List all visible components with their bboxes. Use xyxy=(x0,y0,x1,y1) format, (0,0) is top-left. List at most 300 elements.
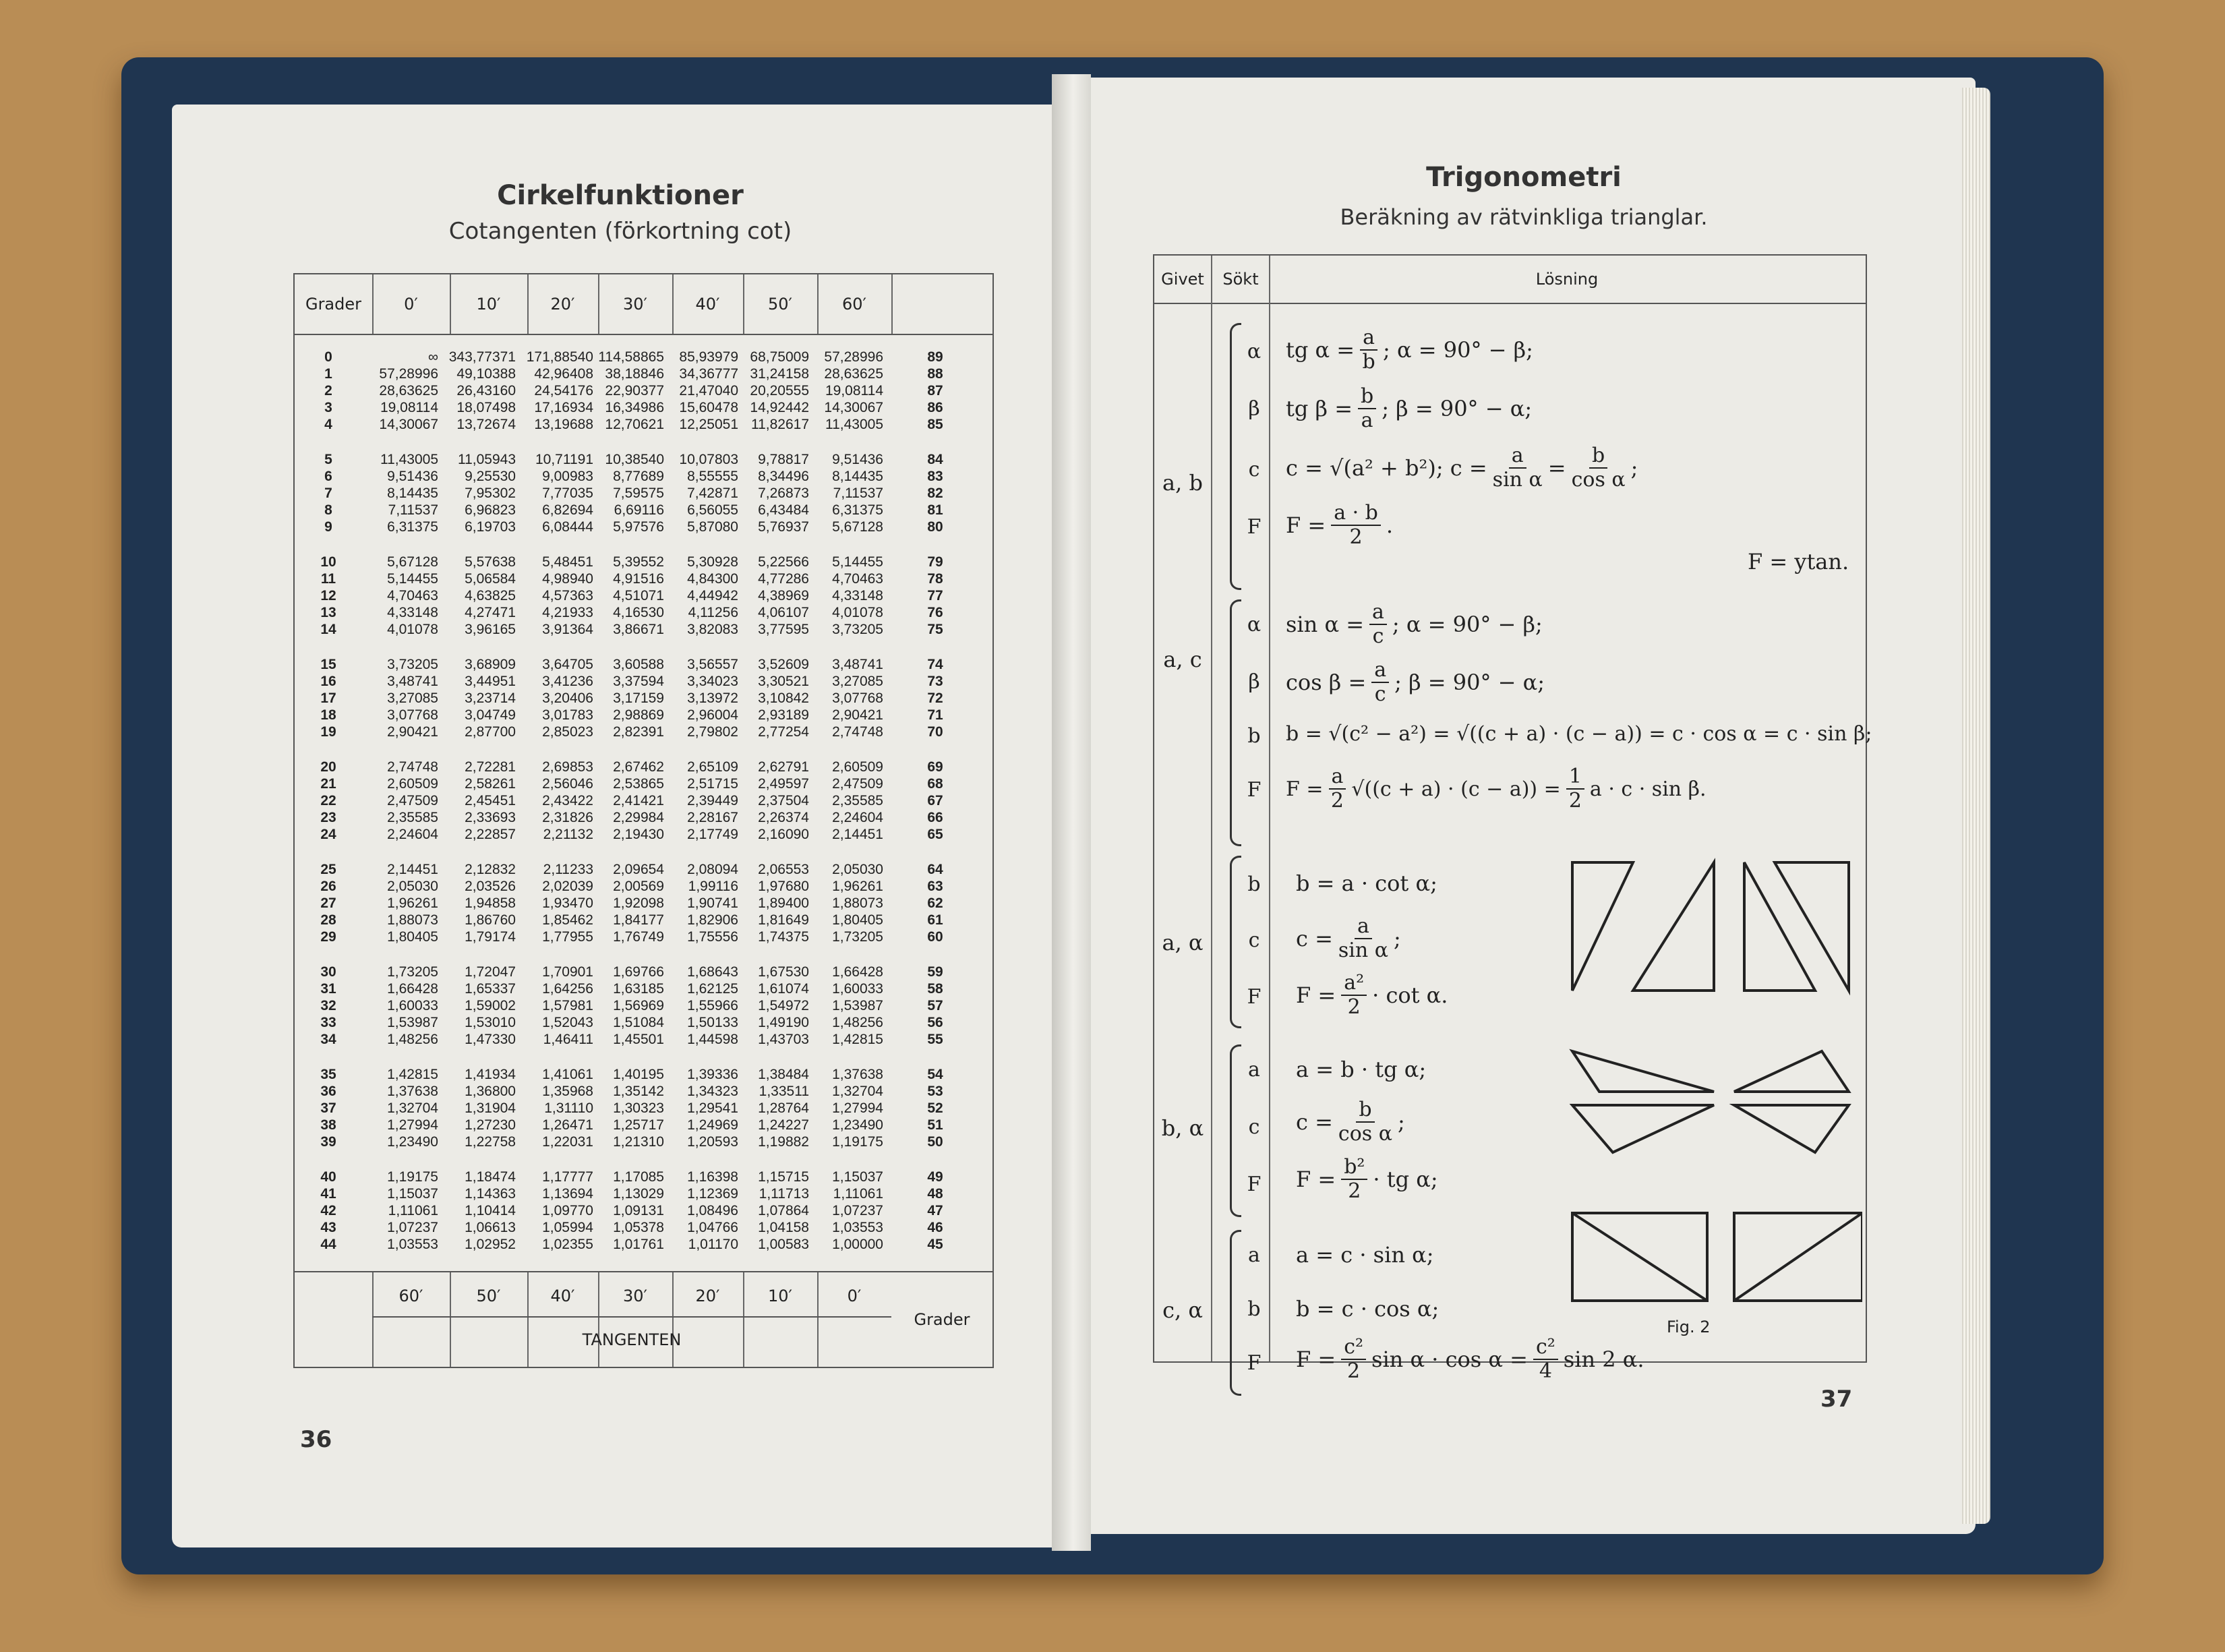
table-cell: 28 xyxy=(320,912,336,928)
table-cell: 38,18846 xyxy=(605,366,664,382)
table-cell: 1,68643 xyxy=(687,964,738,980)
table-cell: 1,52043 xyxy=(542,1015,593,1030)
sought-symbol: β xyxy=(1248,670,1260,694)
table-cell: 16 xyxy=(320,674,336,689)
table-cell: 1,23490 xyxy=(832,1117,883,1133)
table-cell: 8 xyxy=(324,502,332,518)
table-cell: 1,15037 xyxy=(387,1186,438,1202)
sought-symbol: F xyxy=(1247,778,1262,802)
formula-area: F = $\frac{\text{a²}}{2}$ · cot α. xyxy=(1296,971,1448,1019)
header-givet: Givet xyxy=(1161,270,1204,289)
table-cell: 2,29984 xyxy=(613,810,664,825)
table-cell: 18,07498 xyxy=(456,400,516,415)
value-column xyxy=(810,349,883,433)
table-cell: 343,77371 xyxy=(448,349,516,365)
table-cell: 1,84177 xyxy=(613,912,664,928)
table-cell: 1,99116 xyxy=(688,879,738,894)
table-cell: 3,23714 xyxy=(465,690,516,706)
value-column xyxy=(591,964,664,1048)
table-cell: 5,48451 xyxy=(542,554,593,570)
triangle-figure xyxy=(1572,1105,1714,1152)
table-cell: 2,21132 xyxy=(543,827,593,842)
table-cell: 9,78817 xyxy=(758,452,809,467)
value-column xyxy=(665,656,738,740)
table-cell: 1,54972 xyxy=(758,998,809,1013)
column-header: 40′ xyxy=(672,274,744,334)
table-cell: 2,43422 xyxy=(542,793,593,808)
table-cell: 28,63625 xyxy=(824,366,883,382)
table-cell: 16,34986 xyxy=(605,400,664,415)
table-cell: 1,63185 xyxy=(613,981,664,997)
table-cell: 1,53987 xyxy=(832,998,883,1013)
value-column xyxy=(591,1169,664,1253)
table-cell: 1,39336 xyxy=(687,1067,738,1082)
table-cell: 87 xyxy=(927,383,943,399)
table-cell: 3,77595 xyxy=(758,622,809,637)
table-cell: 4,84300 xyxy=(687,571,738,587)
table-cell: 1,88073 xyxy=(387,912,438,928)
column-header: Grader xyxy=(295,274,374,334)
footer-column-header: 20′ xyxy=(695,1287,720,1305)
table-cell: 2,67462 xyxy=(613,759,664,775)
triangle-figure xyxy=(1734,1105,1849,1152)
brace xyxy=(1230,1230,1241,1396)
table-cell: 2,82391 xyxy=(613,724,664,740)
table-cell: 1,67530 xyxy=(758,964,809,980)
value-column xyxy=(443,861,516,945)
table-cell: 1,32704 xyxy=(832,1084,883,1099)
value-column xyxy=(810,554,883,638)
table-cell: 81 xyxy=(927,502,943,518)
table-cell: 5,39552 xyxy=(613,554,664,570)
table-cell: 12,25051 xyxy=(679,417,738,432)
table-cell: 3,82083 xyxy=(687,622,738,637)
table-cell: 1,93470 xyxy=(542,895,593,911)
table-cell: 2,47509 xyxy=(387,793,438,808)
table-cell: 1,62125 xyxy=(687,981,738,997)
table-cell: 9,25530 xyxy=(465,469,516,484)
table-cell: 1,77955 xyxy=(542,929,593,945)
table-cell: 1,53010 xyxy=(465,1015,516,1030)
table-cell: 4,57363 xyxy=(542,588,593,603)
value-column xyxy=(443,1066,516,1150)
triangle-figures xyxy=(1559,849,1862,1361)
table-cell: 2,74748 xyxy=(387,759,438,775)
table-cell: 58 xyxy=(927,981,943,997)
table-cell: 41 xyxy=(320,1186,336,1202)
table-cell: 1,41934 xyxy=(465,1067,516,1082)
table-cell: 8,14435 xyxy=(832,469,883,484)
table-cell: 1,80405 xyxy=(387,929,438,945)
table-cell: 2,22857 xyxy=(465,827,516,842)
formula-area: F = $\frac{a \cdot b}{2}$ . xyxy=(1286,501,1394,549)
table-cell: 32 xyxy=(320,998,336,1013)
value-column xyxy=(365,759,438,843)
sought-symbol: c xyxy=(1248,458,1260,481)
table-cell: 11,43005 xyxy=(825,417,883,432)
table-cell: 17 xyxy=(320,690,336,706)
header-divider xyxy=(295,334,992,335)
sought-symbol: F xyxy=(1247,1173,1262,1196)
table-cell: 4,01078 xyxy=(387,622,438,637)
table-cell: 4,33148 xyxy=(387,605,438,620)
table-cell: 1,29541 xyxy=(687,1100,738,1116)
table-cell: 3,68909 xyxy=(465,657,516,672)
table-cell: 71 xyxy=(927,707,943,723)
table-cell: 75 xyxy=(927,622,943,637)
sought-symbol: F xyxy=(1247,1351,1262,1375)
table-cell: 11,82617 xyxy=(750,417,809,432)
table-cell: 1,33511 xyxy=(759,1084,809,1099)
table-cell: 1,57981 xyxy=(542,998,593,1013)
value-column xyxy=(591,451,664,535)
table-cell: 2,00569 xyxy=(613,879,664,894)
value-column xyxy=(443,964,516,1048)
table-cell: 42,96408 xyxy=(534,366,593,382)
given-ac: a, c xyxy=(1163,647,1202,672)
value-column xyxy=(736,759,809,843)
table-cell: 3,86671 xyxy=(613,622,664,637)
table-cell: 59 xyxy=(927,964,943,980)
table-cell: 5,14455 xyxy=(832,554,883,570)
table-cell: 74 xyxy=(927,657,943,672)
table-cell: 14,30067 xyxy=(824,400,883,415)
value-column xyxy=(521,554,593,638)
table-cell: 1,27230 xyxy=(465,1117,516,1133)
table-cell: 2,02039 xyxy=(542,879,593,894)
degree-column xyxy=(308,656,349,740)
table-cell: 18 xyxy=(320,707,336,723)
sought-symbol: α xyxy=(1247,340,1262,363)
table-cell: 2,09654 xyxy=(613,862,664,877)
table-cell: 1,16398 xyxy=(687,1169,738,1185)
table-cell: 2,74748 xyxy=(832,724,883,740)
table-cell: 2,08094 xyxy=(687,862,738,877)
table-cell: 2,05030 xyxy=(387,879,438,894)
footer-column-header: 40′ xyxy=(550,1287,575,1305)
table-cell: 29 xyxy=(320,929,336,945)
table-cell: 19,08114 xyxy=(380,400,438,415)
table-cell: 1,56969 xyxy=(613,998,664,1013)
table-cell: 1,41061 xyxy=(542,1067,593,1082)
table-cell: 1,96261 xyxy=(387,895,438,911)
table-cell: 5,06584 xyxy=(465,571,516,587)
table-cell: 1,92098 xyxy=(613,895,664,911)
table-cell: 1,13694 xyxy=(542,1186,593,1202)
table-cell: 68 xyxy=(927,776,943,792)
table-cell: 1,00583 xyxy=(758,1237,809,1252)
table-cell: 3,41236 xyxy=(542,674,593,689)
table-cell: 85,93979 xyxy=(679,349,738,365)
table-cell: 19 xyxy=(320,724,336,740)
table-cell: 2,96004 xyxy=(687,707,738,723)
table-cell: 49 xyxy=(927,1169,943,1185)
table-cell: 72 xyxy=(927,690,943,706)
footer-grader: Grader xyxy=(914,1310,970,1329)
footer-label: TANGENTEN xyxy=(582,1330,682,1349)
table-cell: 1,20593 xyxy=(687,1134,738,1150)
table-cell: 3,07768 xyxy=(387,707,438,723)
value-column xyxy=(443,451,516,535)
table-cell: 1,11713 xyxy=(759,1186,809,1202)
table-cell: 4,44942 xyxy=(687,588,738,603)
table-cell: 1,69766 xyxy=(613,964,664,980)
table-cell: 6,69116 xyxy=(614,502,664,518)
footer-divider xyxy=(372,1316,891,1318)
table-cell: 1,86760 xyxy=(465,912,516,928)
table-cell: 4,63825 xyxy=(465,588,516,603)
value-column xyxy=(665,1169,738,1253)
table-cell: 66 xyxy=(927,810,943,825)
column-header: 60′ xyxy=(817,274,893,334)
table-cell: 5,57638 xyxy=(465,554,516,570)
brace xyxy=(1230,599,1241,846)
table-cell: 44 xyxy=(320,1237,336,1252)
brace xyxy=(1230,1044,1241,1217)
degree-column xyxy=(308,1169,349,1253)
table-cell: 2,19430 xyxy=(613,827,664,842)
table-cell: 1,42815 xyxy=(832,1032,883,1047)
table-cell: 1,97680 xyxy=(758,879,809,894)
formula-area: F = $\frac{a}{2}$ √((c + a) · (c − a)) = $\frac{1}{2}$ a · c · sin β. xyxy=(1286,765,1707,813)
table-cell: 1,19175 xyxy=(387,1169,438,1185)
table-cell: 1,01170 xyxy=(688,1237,738,1252)
table-cell: 1,73205 xyxy=(387,964,438,980)
given-ab: a, b xyxy=(1162,470,1203,496)
table-cell: 2,24604 xyxy=(387,827,438,842)
table-cell: 8,14435 xyxy=(387,485,438,501)
table-cell: 86 xyxy=(927,400,943,415)
sought-symbol: a xyxy=(1248,1058,1260,1082)
table-cell: 1,07864 xyxy=(758,1203,809,1218)
table-cell: 1,31110 xyxy=(544,1100,593,1116)
value-column xyxy=(665,451,738,535)
formula-area: F = $\frac{\text{c²}}{2}$ sin α · cos α = $\frac{\text{c²}}{4}$ sin 2 α. xyxy=(1296,1335,1644,1383)
table-cell: 1,38484 xyxy=(758,1067,809,1082)
page-title: Trigonometri xyxy=(1426,162,1622,193)
table-cell: 2,79802 xyxy=(687,724,738,740)
table-cell: 1,73205 xyxy=(832,929,883,945)
table-cell: 1,82906 xyxy=(687,912,738,928)
table-cell: 1,05994 xyxy=(542,1220,593,1235)
table-cell: 5,76937 xyxy=(758,519,809,535)
value-column xyxy=(591,554,664,638)
table-cell: 1,01761 xyxy=(613,1237,664,1252)
table-cell: 5,67128 xyxy=(387,554,438,570)
table-cell: 1,27994 xyxy=(832,1100,883,1116)
table-cell: 50 xyxy=(927,1134,943,1150)
page-subtitle: Cotangenten (förkortning cot) xyxy=(448,218,792,245)
table-cell: 1,61074 xyxy=(758,981,809,997)
page-subtitle: Beräkning av rätvinkliga trianglar. xyxy=(1340,204,1708,230)
table-cell: 1,03553 xyxy=(832,1220,883,1235)
value-column xyxy=(443,1169,516,1253)
table-cell: 19,08114 xyxy=(825,383,883,399)
table-cell: 2,31826 xyxy=(542,810,593,825)
given-c-alpha: c, α xyxy=(1162,1297,1203,1323)
value-column xyxy=(665,861,738,945)
table-cell: ∞ xyxy=(428,349,438,365)
table-cell: 2,11233 xyxy=(543,862,593,877)
table-cell: 85 xyxy=(927,417,943,432)
table-cell: 1,13029 xyxy=(613,1186,664,1202)
table-cell: 31,24158 xyxy=(750,366,809,382)
table-cell: 1 xyxy=(324,366,332,382)
table-cell: 1,74375 xyxy=(758,929,809,945)
table-cell: 2,03526 xyxy=(465,879,516,894)
degree-column xyxy=(901,861,969,945)
table-cell: 1,44598 xyxy=(687,1032,738,1047)
table-cell: 1,60033 xyxy=(387,998,438,1013)
column-header: 50′ xyxy=(743,274,819,334)
table-cell: 2,69853 xyxy=(542,759,593,775)
table-cell: 78 xyxy=(927,571,943,587)
table-cell: 1,43703 xyxy=(758,1032,809,1047)
table-cell: 88 xyxy=(927,366,943,382)
table-cell: 3,27085 xyxy=(832,674,883,689)
value-column xyxy=(810,964,883,1048)
table-cell: 3,13972 xyxy=(687,690,738,706)
table-cell: 6,82694 xyxy=(542,502,593,518)
table-cell: 2,16090 xyxy=(758,827,809,842)
table-cell: 34 xyxy=(320,1032,336,1047)
brace xyxy=(1230,323,1241,590)
table-cell: 1,32704 xyxy=(387,1100,438,1116)
table-cell: 1,70901 xyxy=(542,964,593,980)
value-column xyxy=(665,554,738,638)
table-cell: 1,64256 xyxy=(542,981,593,997)
page-number: 37 xyxy=(1820,1386,1853,1413)
table-cell: 1,60033 xyxy=(832,981,883,997)
table-cell: 2,60509 xyxy=(387,776,438,792)
table-cell: 38 xyxy=(320,1117,336,1133)
table-cell: 13,19688 xyxy=(534,417,593,432)
table-cell: 1,03553 xyxy=(387,1237,438,1252)
table-cell: 1,19882 xyxy=(758,1134,809,1150)
table-cell: 2,62791 xyxy=(758,759,809,775)
figure-caption: Fig. 2 xyxy=(1667,1318,1711,1336)
table-cell: 1,55966 xyxy=(687,998,738,1013)
table-cell: 1,17777 xyxy=(542,1169,593,1185)
table-cell: 55 xyxy=(927,1032,943,1047)
table-cell: 1,96261 xyxy=(832,879,883,894)
table-cell: 2,12832 xyxy=(465,862,516,877)
table-cell: 5,14455 xyxy=(387,571,438,587)
value-column xyxy=(591,349,664,433)
table-cell: 63 xyxy=(927,879,943,894)
triangle-figure xyxy=(1572,1051,1714,1092)
value-column xyxy=(665,349,738,433)
table-cell: 9,51436 xyxy=(387,469,438,484)
table-cell: 4,21933 xyxy=(542,605,593,620)
table-cell: 1,42815 xyxy=(387,1067,438,1082)
degree-column xyxy=(308,1066,349,1150)
table-cell: 3,27085 xyxy=(387,690,438,706)
table-cell: 1,28764 xyxy=(758,1100,809,1116)
table-cell: 1,23490 xyxy=(387,1134,438,1150)
table-cell: 1,59002 xyxy=(465,998,516,1013)
table-cell: 2,45451 xyxy=(465,793,516,808)
table-cell: 33 xyxy=(320,1015,336,1030)
table-cell: 7,11537 xyxy=(388,502,438,518)
header-divider xyxy=(1154,303,1866,304)
table-cell: 6,43484 xyxy=(758,502,809,518)
table-cell: 6,56055 xyxy=(687,502,738,518)
table-cell: 23 xyxy=(320,810,336,825)
degree-column xyxy=(901,554,969,638)
value-column xyxy=(591,861,664,945)
column-divider xyxy=(891,274,893,334)
table-cell: 61 xyxy=(927,912,943,928)
table-cell: 80 xyxy=(927,519,943,535)
degree-column xyxy=(308,861,349,945)
table-cell: 2,85023 xyxy=(542,724,593,740)
degree-column xyxy=(901,656,969,740)
table-cell: 3,44951 xyxy=(465,674,516,689)
given-b-alpha: b, α xyxy=(1161,1115,1204,1141)
value-column xyxy=(365,861,438,945)
table-cell: 1,75556 xyxy=(687,929,738,945)
table-cell: 48 xyxy=(927,1186,943,1202)
table-cell: 8,77689 xyxy=(613,469,664,484)
table-cell: 3,17159 xyxy=(613,690,664,706)
table-cell: 1,14363 xyxy=(465,1186,516,1202)
value-column xyxy=(521,1066,593,1150)
table-cell: 1,40195 xyxy=(613,1067,664,1082)
table-cell: 1,24227 xyxy=(758,1117,809,1133)
table-cell: 1,85462 xyxy=(542,912,593,928)
value-column xyxy=(365,554,438,638)
table-cell: 4,27471 xyxy=(465,605,516,620)
table-cell: 2,06553 xyxy=(758,862,809,877)
footer-column-header: 60′ xyxy=(398,1287,423,1305)
table-cell: 5,30928 xyxy=(687,554,738,570)
table-cell: 4,51071 xyxy=(613,588,664,603)
table-cell: 3,73205 xyxy=(832,622,883,637)
table-cell: 21 xyxy=(320,776,336,792)
value-column xyxy=(521,349,593,433)
column-header: 10′ xyxy=(450,274,529,334)
table-cell: 9,51436 xyxy=(832,452,883,467)
table-cell: 7,11537 xyxy=(833,485,883,501)
table-cell: 1,07237 xyxy=(387,1220,438,1235)
sought-symbol: c xyxy=(1248,1115,1260,1139)
table-cell: 73 xyxy=(927,674,943,689)
table-cell: 5,87080 xyxy=(687,519,738,535)
value-column xyxy=(810,656,883,740)
header-losning: Lösning xyxy=(1535,270,1599,289)
page-number: 36 xyxy=(300,1426,332,1453)
table-cell: 2,51715 xyxy=(687,776,738,792)
table-cell: 2,05030 xyxy=(832,862,883,877)
formula-c: c = $\frac{b}{\text{cos α}}$ ; xyxy=(1296,1098,1405,1146)
degree-column xyxy=(901,964,969,1048)
table-cell: 1,94858 xyxy=(465,895,516,911)
table-cell: 2,14451 xyxy=(387,862,438,877)
sought-symbol: F xyxy=(1247,985,1262,1009)
table-cell: 27 xyxy=(320,895,336,911)
table-cell: 3,96165 xyxy=(465,622,516,637)
table-cell: 1,65337 xyxy=(465,981,516,997)
value-column xyxy=(365,1169,438,1253)
table-cell: 3,37594 xyxy=(613,674,664,689)
formula-a: a = c · sin α; xyxy=(1296,1242,1434,1268)
table-cell: 11,05943 xyxy=(457,452,516,467)
table-cell: 3,91364 xyxy=(542,622,593,637)
table-cell: 4,38969 xyxy=(758,588,809,603)
value-column xyxy=(365,964,438,1048)
footer-column-header: 10′ xyxy=(768,1287,792,1305)
